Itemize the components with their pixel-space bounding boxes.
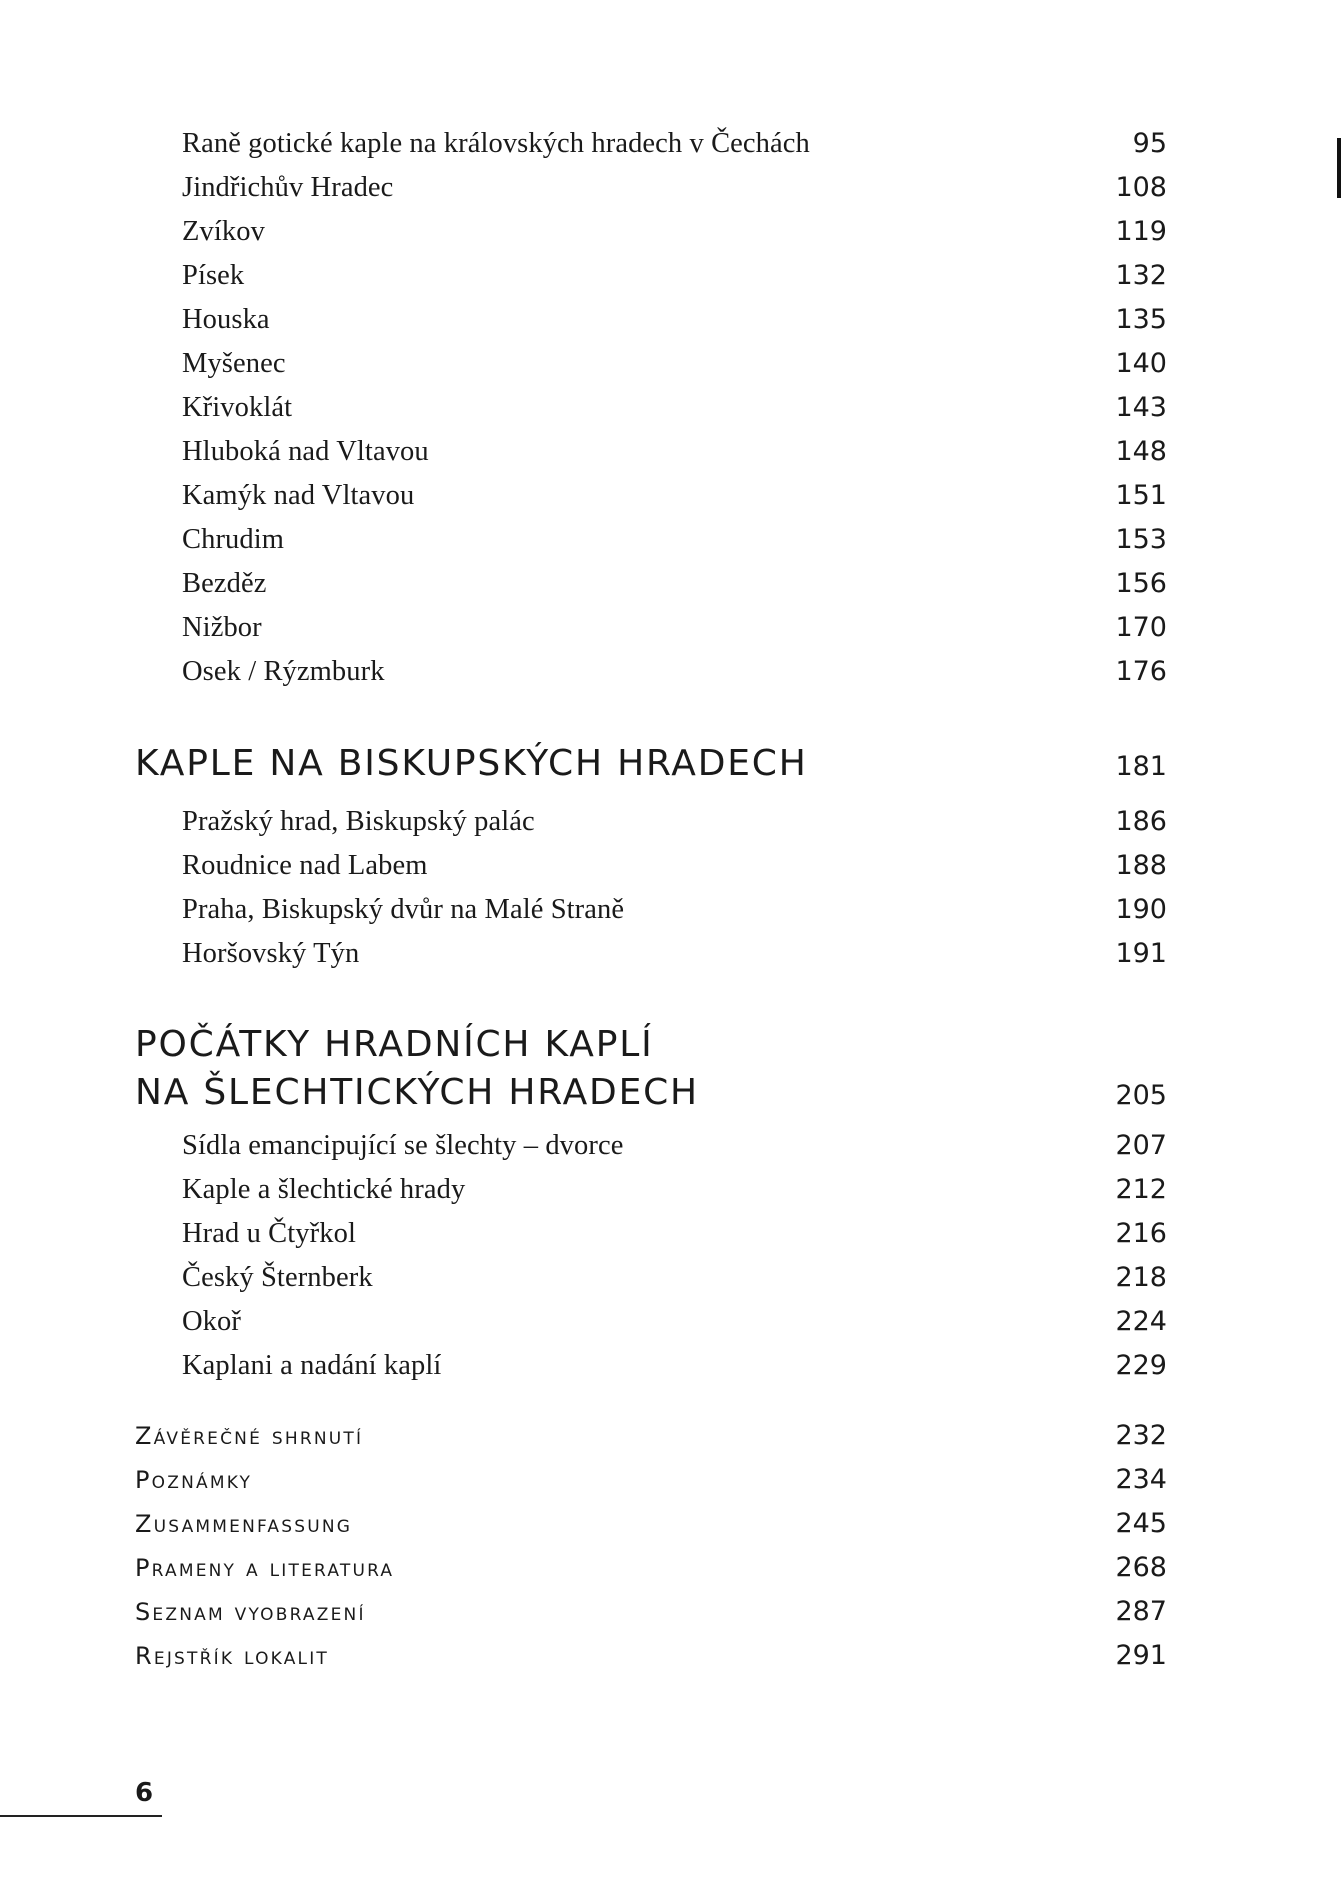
toc-entry (135, 568, 1167, 600)
toc-entry (135, 894, 1167, 926)
toc-entry-page: 207 (1115, 1130, 1167, 1161)
toc-backmatter-entry (135, 1508, 1167, 1539)
chapter-title: KAPLE NA BISKUPSKÝCH HRADECH (135, 743, 808, 784)
toc-entry (135, 806, 1167, 838)
toc-entry-page: 148 (1115, 436, 1167, 467)
backmatter-title: Prameny a literatura (135, 1554, 395, 1582)
toc-entry-page: 108 (1115, 172, 1167, 203)
toc-entry-title: Křivoklát (182, 392, 293, 423)
backmatter-page: 268 (1115, 1552, 1167, 1583)
toc-entry-title: Roudnice nad Labem (182, 850, 428, 881)
toc-backmatter-entry (135, 1552, 1167, 1583)
page-number: 6 (135, 1778, 154, 1808)
toc-entry-title: Kaple a šlechtické hrady (182, 1174, 466, 1205)
toc-chapter-heading (135, 743, 1167, 784)
toc-entry-title: Chrudim (182, 524, 285, 555)
toc-entry-title: Pražský hrad, Biskupský palác (182, 806, 535, 837)
chapter-page: 205 (1115, 1080, 1167, 1111)
toc-entry-page: 170 (1115, 612, 1167, 643)
toc-entry (135, 1218, 1167, 1250)
toc-entry-page: 188 (1115, 850, 1167, 881)
backmatter-title: Závěrečné shrnutí (135, 1422, 364, 1450)
toc-entry (135, 524, 1167, 556)
backmatter-title: Zusammenfassung (135, 1510, 353, 1538)
toc-entry-title: Jindřichův Hradec (182, 172, 394, 203)
toc-entry (135, 850, 1167, 882)
chapter-title-line2: NA ŠLECHTICKÝCH HRADECH (135, 1072, 699, 1113)
toc-entry-page: 190 (1115, 894, 1167, 925)
toc-entry (135, 392, 1167, 424)
toc-entry-title: Písek (182, 260, 245, 291)
toc-entry (135, 436, 1167, 468)
toc-entry-page: 191 (1115, 938, 1167, 969)
chapter-page: 181 (1115, 751, 1167, 782)
toc-entry (135, 1350, 1167, 1382)
backmatter-title: Rejstřík lokalit (135, 1642, 330, 1670)
toc-backmatter-entry (135, 1420, 1167, 1451)
toc-entry-page: 119 (1115, 216, 1167, 247)
toc-entry-page: 186 (1115, 806, 1167, 837)
toc-entry-title: Zvíkov (182, 216, 265, 247)
toc-entry (135, 348, 1167, 380)
toc-entry (135, 480, 1167, 512)
toc-backmatter-entry (135, 1464, 1167, 1495)
toc-entry-page: 218 (1115, 1262, 1167, 1293)
toc-entry-page: 216 (1115, 1218, 1167, 1249)
toc-entry (135, 1174, 1167, 1206)
toc-entry-title: Kamýk nad Vltavou (182, 480, 415, 511)
toc-entry-page: 140 (1115, 348, 1167, 379)
toc-entry-title: Hrad u Čtyřkol (182, 1218, 356, 1249)
toc-entry-title: Houska (182, 304, 270, 335)
toc-entry-page: 229 (1115, 1350, 1167, 1381)
chapter-title-line1: POČÁTKY HRADNÍCH KAPLÍ (135, 1024, 654, 1065)
toc-entry (135, 260, 1167, 292)
toc-entry-title: Myšenec (182, 348, 286, 379)
toc-entry-title: Bezděz (182, 568, 267, 599)
toc-entry (135, 1130, 1167, 1162)
toc-entry-title: Okoř (182, 1306, 241, 1337)
toc-entry-title: Raně gotické kaple na královských hradech v Čechách (182, 128, 810, 159)
backmatter-page: 287 (1115, 1596, 1167, 1627)
backmatter-title: Poznámky (135, 1466, 253, 1494)
toc-entry-title: Nižbor (182, 612, 262, 643)
toc-entry (135, 304, 1167, 336)
toc-entry (135, 938, 1167, 970)
backmatter-page: 245 (1115, 1508, 1167, 1539)
toc-entry (135, 656, 1167, 688)
toc-entry (135, 216, 1167, 248)
toc-entry-title: Praha, Biskupský dvůr na Malé Straně (182, 894, 625, 925)
toc-entry-page: 151 (1115, 480, 1167, 511)
toc-entry-page: 156 (1115, 568, 1167, 599)
toc-entry-page: 95 (1132, 128, 1167, 159)
toc-entry-title: Sídla emancipující se šlechty – dvorce (182, 1130, 624, 1161)
toc-entry-page: 153 (1115, 524, 1167, 555)
toc-backmatter-entry (135, 1640, 1167, 1671)
toc-chapter-heading (135, 1021, 1167, 1117)
backmatter-page: 234 (1115, 1464, 1167, 1495)
toc-entry-title: Horšovský Týn (182, 938, 360, 969)
toc-entry-page: 212 (1115, 1174, 1167, 1205)
toc-entry-title: Hluboká nad Vltavou (182, 436, 429, 467)
toc-entry-title: Český Šternberk (182, 1262, 373, 1293)
toc-entry (135, 172, 1167, 204)
toc-entry-page: 176 (1115, 656, 1167, 687)
folio-rule (0, 1815, 162, 1817)
toc-entry (135, 1306, 1167, 1338)
toc-entry (135, 128, 1167, 160)
backmatter-page: 232 (1115, 1420, 1167, 1451)
toc-entry-page: 132 (1115, 260, 1167, 291)
toc-entry-page: 224 (1115, 1306, 1167, 1337)
toc-entry (135, 612, 1167, 644)
toc-entry-page: 135 (1115, 304, 1167, 335)
toc-entry-page: 143 (1115, 392, 1167, 423)
toc-backmatter-entry (135, 1596, 1167, 1627)
backmatter-title: Seznam vyobrazení (135, 1598, 366, 1626)
toc-entry (135, 1262, 1167, 1294)
page-edge-mark (1337, 138, 1341, 198)
backmatter-page: 291 (1115, 1640, 1167, 1671)
toc-entry-title: Kaplani a nadání kaplí (182, 1350, 442, 1381)
toc-entry-title: Osek / Rýzmburk (182, 656, 385, 687)
